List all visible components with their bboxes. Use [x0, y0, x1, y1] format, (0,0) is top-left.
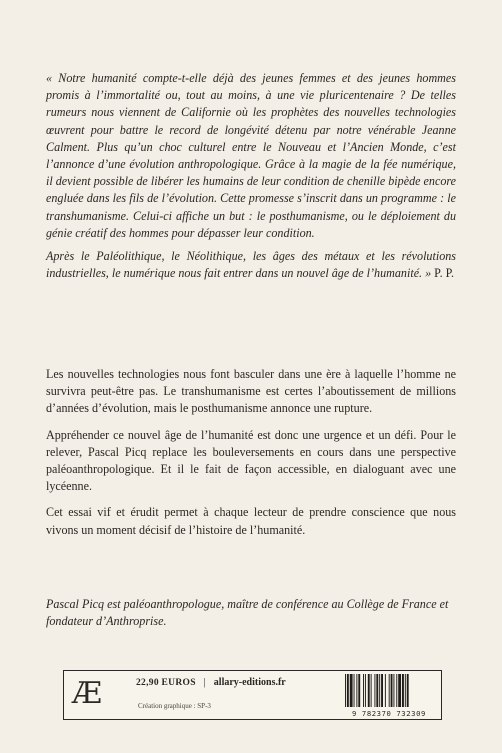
- barcode-number: 9 782370 732309: [352, 709, 426, 718]
- quote-paragraph-2-text: Après le Paléolithique, le Néolithique, les âges des métaux et les révolutions industrielles, le numérique nous fait entrer dans un nouvel âge de l’humanité. »: [46, 249, 456, 281]
- description-block: [46, 366, 456, 548]
- description-paragraph-3: Cet essai vif et érudit permet à chaque lecteur de prendre conscience que nous vivons un moment décisif de l’histoire de l’humanité.: [46, 505, 456, 537]
- separator: |: [203, 677, 206, 688]
- quote-paragraph-2: [46, 248, 456, 282]
- quote-block: [46, 70, 456, 288]
- publisher-footer-box: [63, 670, 442, 720]
- publisher-website: allary-editions.fr: [213, 677, 286, 688]
- author-bio: [46, 596, 456, 630]
- author-bio-text: Pascal Picq est paléoanthropologue, maître de conférence au Collège de France et fondateur d’Anthroprise.: [46, 597, 449, 629]
- barcode-graphic: [343, 674, 435, 707]
- price: 22,90 EUROS: [136, 677, 196, 688]
- description-paragraph-1: Les nouvelles technologies nous font basculer dans une ère à laquelle l’homme ne survivra peut-être pas. Le transhumanisme est certes l’aboutissement de millions d’années d’évolution, mais le posthumanisme annonce une rupture.: [46, 367, 456, 416]
- publisher-logo: Æ: [72, 676, 103, 711]
- quote-paragraph-1: « Notre humanité compte-t-elle déjà des jeunes femmes et des jeunes hommes promis à l’immortalité ou, tout au moins, à une vie pluricentenaire ? De telles rumeurs nous viennent de Californie où les prophètes des nouvelles technologies œuvrent pour battre le record de longévité détenu par notre vénérable Jeanne Calment. Plus qu’un choc culturel entre le Nouveau et l’Ancien Monde, c’est l’annonce d’une évolution anthropologique. Grâce à la magie de la fée numérique, il devient possible de libérer les humains de leur condition de chenille bipède encore engluée dans les fils de l’évolution. Cette promesse s’inscrit dans un programme : le transhumanisme. Celui-ci affiche un but : le posthumanisme, ou le déploiement du génie créatif des hommes pour dépasser leur condition.: [46, 71, 456, 240]
- quote-signature: P. P.: [431, 266, 455, 281]
- description-paragraph-2: Appréhender ce nouvel âge de l’humanité est donc une urgence et un défi. Pour le relever, Pascal Picq replace les bouleversements en cours dans une perspective paléoanthropologique. Et il le fait de façon accessible, en dialoguant avec une lycéenne.: [46, 427, 456, 494]
- design-credit: Création graphique : SP-3: [138, 702, 211, 710]
- price-row: [136, 677, 286, 688]
